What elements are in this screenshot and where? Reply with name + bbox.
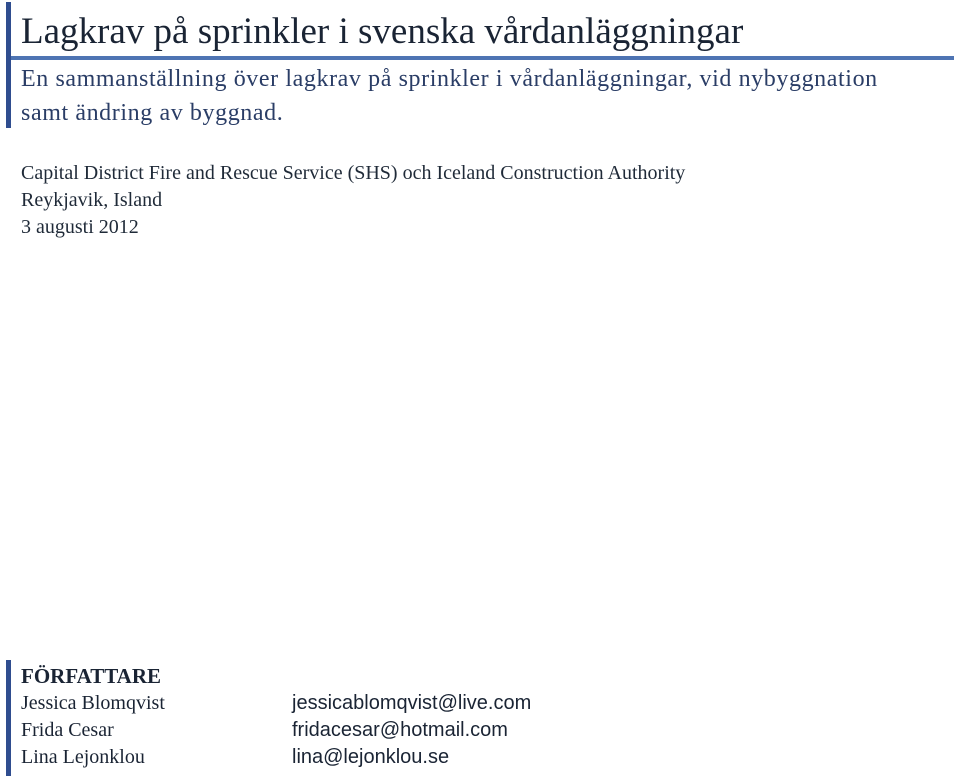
publication-location: Reykjavik, Island xyxy=(21,189,163,211)
publication-info xyxy=(21,160,685,241)
author-name: Jessica Blomqvist xyxy=(21,692,165,714)
author-row xyxy=(21,744,531,771)
authors-heading: FÖRFATTARE xyxy=(21,664,161,688)
document-subtitle: En sammanställning över lagkrav på sprinkler i vårdanläggningar, vid nybyggnation samt ändring av byggnad. xyxy=(21,66,878,126)
author-email: lina@lejonklou.se xyxy=(292,746,450,768)
author-email: jessicablomqvist@live.com xyxy=(292,692,532,714)
document-title: Lagkrav på sprinkler i svenska vårdanläggningar xyxy=(21,11,744,52)
author-row xyxy=(21,717,531,744)
authors-accent-bar xyxy=(6,660,11,776)
author-row xyxy=(21,690,531,717)
authors-list xyxy=(21,690,531,771)
author-name: Lina Lejonklou xyxy=(21,746,145,768)
title-underline-rule xyxy=(11,56,954,60)
organization-name: Capital District Fire and Rescue Service (SHS) och Iceland Construction Authority xyxy=(21,162,686,184)
author-email: fridacesar@hotmail.com xyxy=(292,719,508,741)
title-accent-bar xyxy=(6,2,11,128)
publication-date: 3 augusti 2012 xyxy=(21,216,139,238)
author-name: Frida Cesar xyxy=(21,719,114,741)
